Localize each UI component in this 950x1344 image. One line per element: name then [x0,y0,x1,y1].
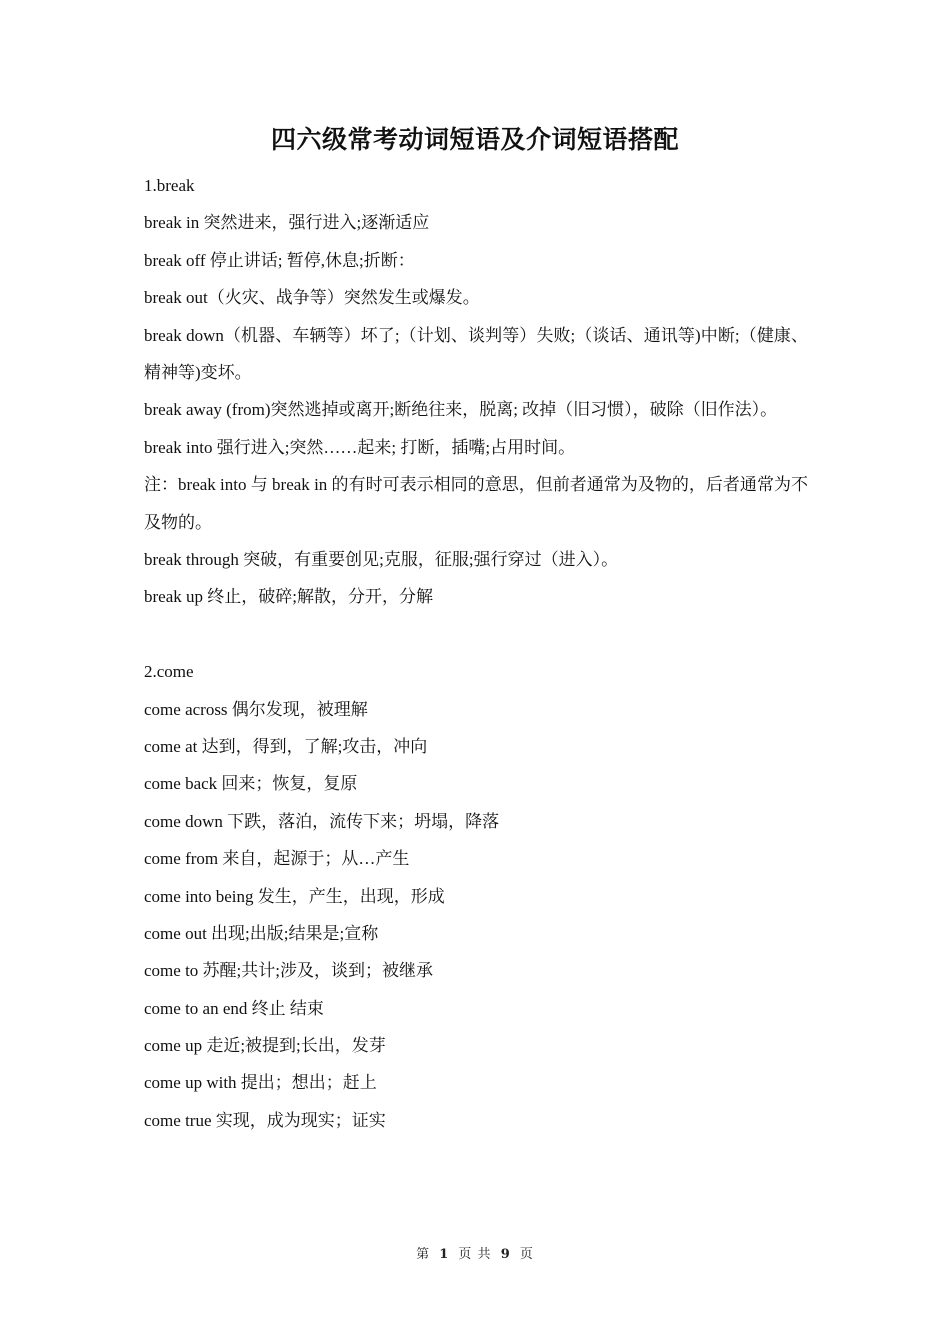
phrase-entry: come back 回来；恢复，复原 [144,774,358,794]
section-heading-come: 2.come [144,662,194,682]
phrase-entry: break through 突破，有重要创见;克服，征服;强行穿过（进入）。 [144,549,619,569]
footer-middle: 页 共 [458,1247,492,1262]
footer-prefix: 第 [416,1247,431,1262]
current-page-number: 1 [439,1247,450,1262]
phrase-entry: come true 实现，成为现实；证实 [144,1110,386,1130]
phrase-entry: come up 走近;被提到;长出，发芽 [144,1036,386,1056]
total-pages-number: 9 [500,1247,511,1262]
phrase-entry: come down 下跌，落泊，流传下来；坍塌，降落 [144,811,500,831]
footer-suffix: 页 [519,1247,534,1262]
phrase-entry: come to 苏醒;共计;涉及，谈到；被继承 [144,961,433,981]
section-spacer [144,616,808,653]
phrase-entry: break in 突然进来，强行进入;逐渐适应 [144,213,430,233]
document-body [144,167,808,1139]
phrase-entry: break into 强行进入;突然……起来; 打断，插嘴;占用时间。 [144,437,576,457]
document-title: 四六级常考动词短语及介词短语搭配 [270,125,679,154]
phrase-entry: come up with 提出；想出；赶上 [144,1073,377,1093]
phrase-entry: come to an end 终止 结束 [144,998,324,1018]
phrase-entry: break down（机器、车辆等）坏了;（计划、谈判等）失败;（谈话、通讯等)中断;（健康、精神等)变坏。 [144,325,808,382]
phrase-entry: come into being 发生，产生，出现，形成 [144,886,445,906]
phrase-entry: come from 来自，起源于；从…产生 [144,849,410,869]
phrase-entry: break away (from)突然逃掉或离开;断绝往来，脱离; 改掉（旧习惯），破除（旧作法）。 [144,400,778,420]
phrase-entry: break up 终止，破碎;解散，分开，分解 [144,587,433,607]
page-footer [0,1245,950,1265]
phrase-entry: come across 偶尔发现，被理解 [144,699,368,719]
phrase-entry: break off 停止讲话; 暂停,休息;折断： [144,250,415,270]
section-heading-break: 1.break [144,176,195,195]
note-paragraph: 注：break into 与 break in 的有时可表示相同的意思，但前者通常为及物的，后者通常为不及物的。 [144,475,808,532]
phrase-entry: break out（火灾、战争等）突然发生或爆发。 [144,288,480,308]
phrase-entry: come out 出现;出版;结果是;宣称 [144,923,379,943]
phrase-entry: come at 达到，得到，了解;攻击，冲向 [144,736,428,756]
